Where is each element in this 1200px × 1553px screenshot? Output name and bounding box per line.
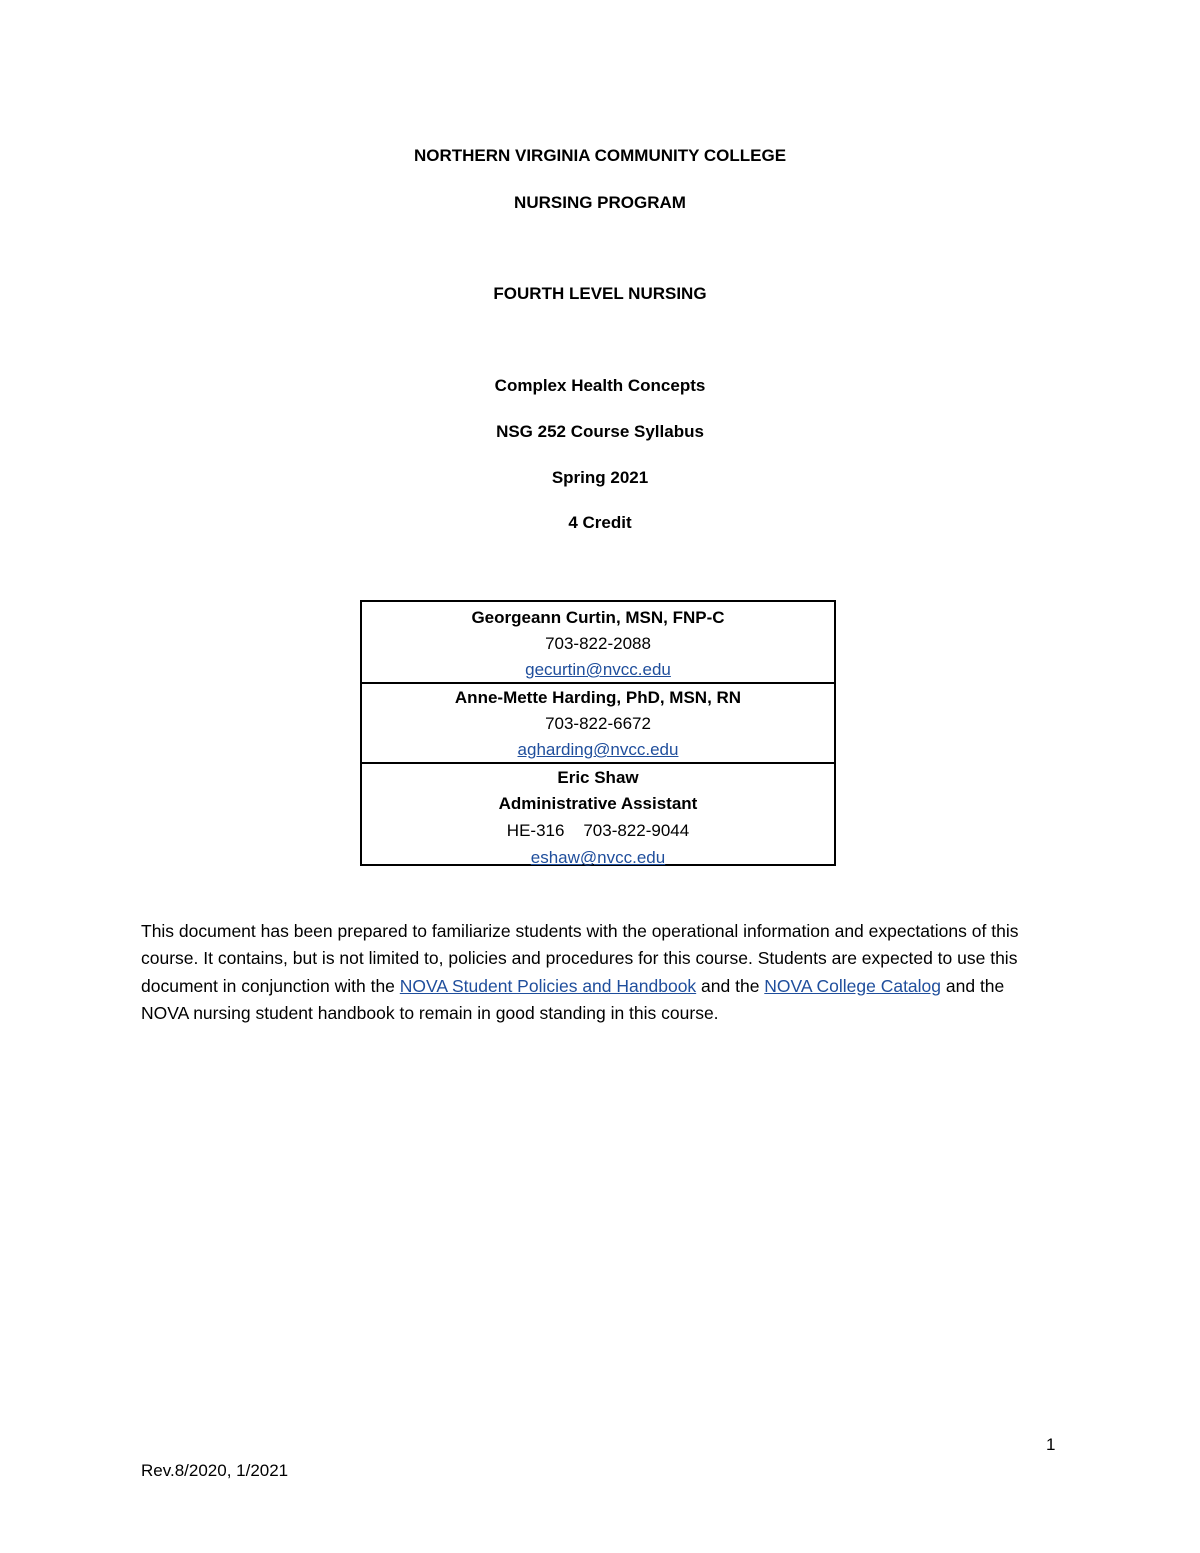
- intro-text: and the NOVA nursing student handbook to remain in good standing in this course.: [141, 975, 1005, 1023]
- intro-text: This document has been prepared to familiarize students with the operational information and expectations of this course. It contains, but is not limited to, policies and procedures for this course. Students are expected to use this document in conjunction with the: [141, 921, 1019, 996]
- course-level: FOURTH LEVEL NURSING: [493, 284, 707, 303]
- student-policies-link[interactable]: NOVA Student Policies and Handbook: [399, 975, 697, 996]
- contact-row: [362, 762, 834, 866]
- course-code: NSG 252 Course Syllabus: [496, 422, 704, 441]
- program-name: NURSING PROGRAM: [514, 193, 686, 212]
- course-term: Spring 2021: [551, 468, 649, 487]
- intro-text: and the: [696, 975, 765, 996]
- contact-email-link[interactable]: agharding@nvcc.edu: [517, 740, 679, 759]
- contact-email-link[interactable]: gecurtin@nvcc.edu: [525, 660, 671, 679]
- page-number: 1: [1046, 1435, 1056, 1454]
- contact-role: Administrative Assistant: [498, 794, 698, 813]
- intro-paragraph: [141, 918, 1041, 1027]
- college-name: NORTHERN VIRGINIA COMMUNITY COLLEGE: [413, 146, 787, 165]
- contact-phone: 703-822-2088: [545, 634, 651, 653]
- contact-row: [362, 602, 834, 682]
- contact-name: Anne-Mette Harding, PhD, MSN, RN: [454, 688, 742, 707]
- contact-office-phone: HE-316 703-822-9044: [506, 821, 690, 840]
- college-catalog-link[interactable]: NOVA College Catalog: [764, 975, 942, 996]
- revision-note: Rev.8/2020, 1/2021: [141, 1461, 289, 1480]
- contact-table: [360, 600, 836, 866]
- contact-name: Eric Shaw: [557, 768, 639, 787]
- course-credits: 4 Credit: [568, 513, 632, 532]
- course-title: Complex Health Concepts: [494, 376, 706, 395]
- contact-phone: 703-822-6672: [545, 714, 651, 733]
- contact-email-link[interactable]: eshaw@nvcc.edu: [530, 848, 666, 867]
- contact-row: [362, 682, 834, 762]
- contact-name: Georgeann Curtin, MSN, FNP-C: [471, 608, 725, 627]
